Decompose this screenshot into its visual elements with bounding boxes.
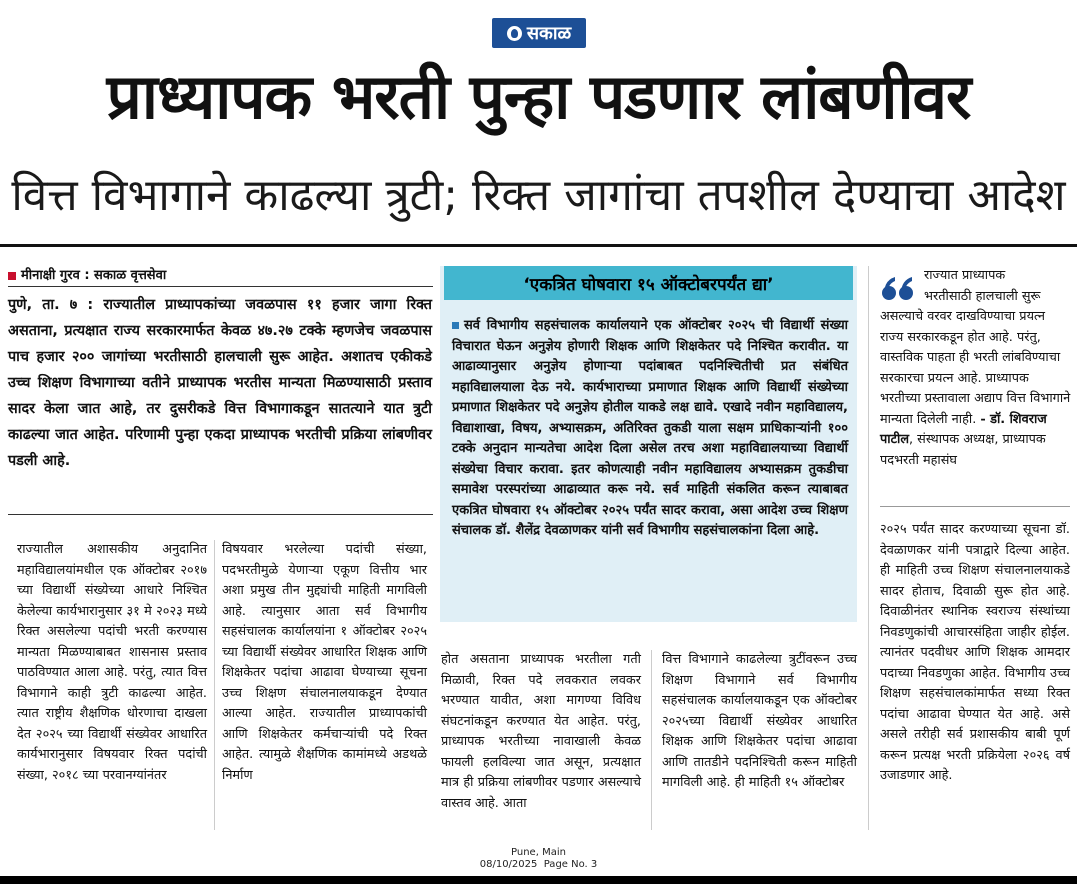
divider-top (0, 244, 1077, 247)
divider-quote (880, 506, 1070, 507)
byline-square-icon (8, 272, 16, 280)
quote-author-role: , संस्थापक अध्यक्ष, प्राध्यापक पदभरती महासंघ (880, 432, 1046, 468)
column-divider (868, 266, 869, 830)
page-footer (0, 847, 1077, 871)
divider-lead (8, 514, 433, 515)
subheadline: वित्त विभागाने काढल्या त्रुटी; रिक्त जागांचा तपशील देण्याचा आदेश (11, 170, 1066, 221)
footer-edition: Pune, Main (511, 847, 566, 858)
body-column-5: २०२५ पर्यंत सादर करण्याच्या सूचना डॉ. देवळाणकर यांनी पत्राद्वारे दिल्या आहेत. ही माहिती उच्च शिक्षण संचालनालयाकडे सादर होताच, दिवाळी सुरू होत आहे. दिवाळीनंतर स्थानिक स्वराज्य संस्थांच्या निवडणुकांची आचारसंहिता जाहीर होईल. त्यानंतर पदवीधर आणि शिक्षक आमदार पदाच्या निवडणुका आहेत. विभागीय उच्च शिक्षण सहसंचालकांमार्फत सध्या रिक्त पदांचा आढावा घेण्यात येत आहे. असे असले तरीही सर्व प्रशासकीय बाबी पूर्ण करून प्रत्यक्ष भरती प्रक्रियेला २०२६ वर्ष उजाडणार आहे. (880, 522, 1070, 783)
sakal-emblem-icon (507, 26, 522, 41)
sidebar-box-text: सर्व विभागीय सहसंचालक कार्यालयाने एक ऑक्टोबर २०२५ ची विद्यार्थी संख्या विचारात घेऊन अनुज्ञेय होणारी शिक्षक आणि शिक्षकेतर पदे निश्चित करावीत. या आढाव्यानुसार अनुज्ञेय होणाऱ्या पदांबाबत पदनिश्चितीची प्रत संबंधित महाविद्यालयाला देऊ नये. कार्यभाराच्या प्रमाणात शिक्षक आणि विद्यार्थी संख्येच्या प्रमाणात शिक्षकेतर पदे अनुज्ञेय होतील याकडे लक्ष द्यावे. एखादे नवीन महाविद्यालय, विद्याशाखा, विषय, अभ्यासक्रम, अतिरिक्त तुकडी याला सक्षम प्राधिकाऱ्यांनी १०० टक्के अनुदान मान्यतेचा आदेश दिला असेल तरच अशा महाविद्यालयाच्या विद्यार्थी संख्येचा विचार करावा. इतर कोणत्याही नवीन महाविद्यालय अभ्यासक्रम तुकडीचा समावेश परस्परांच्या आढाव्यात करू नये. सर्व माहिती संकलित करून त्याबाबत एकत्रित घोषवारा १५ ऑक्टोबर २०२५ पर्यंत सादर करावा, असा आदेश उच्च शिक्षण संचालक डॉ. शैलेंद्र देवळाणकर यांनी सर्व विभागीय सहसंचालकांना दिला आहे. (452, 318, 848, 538)
body-column-3: होत असताना प्राध्यापक भरतीला गती मिळावी, रिक्त पदे लवकरात लवकर भरण्यात यावीत, अशा मागण्या विविध संघटनांकडून करण्यात येत आहेत. परंतु, प्राध्यापक भरतीच्या नावाखाली केवळ फायली हलविल्या जात असून, प्रत्यक्षात मात्र ही प्रक्रिया लांबणीवर पडणार असल्याचे वास्तव आहे. आता (441, 652, 641, 811)
column-divider (214, 540, 215, 830)
quote-text: असल्याचे वरवर दाखविण्याचा प्रयत्न राज्य सरकारकडून होत आहे. परंतु, वास्तविक पाहता ही भरती लांबविण्याचा सरकारचा प्रयत्न आहे. प्राध्यापक भरतीच्या प्रस्तावाला अद्याप वित्त विभागाने मान्यता दिलेली नाही. (880, 309, 1071, 427)
box-square-icon (452, 322, 459, 329)
sidebar-box-body (452, 316, 848, 542)
headline: प्राध्यापक भरती पुन्हा पडणार लांबणीवर (106, 60, 971, 133)
quote-line-2: भरतीसाठी हालचाली सुरू (924, 288, 1041, 304)
byline-text: मीनाक्षी गुरव : सकाळ वृत्तसेवा (21, 268, 167, 283)
body-column-4: वित्त विभागाने काढलेल्या त्रुटींवरून उच्च शिक्षण विभागाने सर्व विभागीय सहसंचालक कार्यालयाकडून एक ऑक्टोबर २०२५च्या विद्यार्थी संख्येवर आधारित शिक्षक आणि शिक्षकेतर पदांचा आढावा आणि तातडीने पदनिश्चिती करून माहिती मागविली आहे. ही माहिती १५ ऑक्टोबर (662, 652, 857, 790)
byline (8, 265, 166, 283)
lead-paragraph: पुणे, ता. ७ : राज्यातील प्राध्यापकांच्या जवळपास ११ हजार जागा रिक्त असताना, प्रत्यक्षात राज्य सरकारमार्फत केवळ ४७.२७ टक्के म्हणजेच जवळपास पाच हजार २०० जागांच्या भरतीसाठी हालचाली सुरू आहेत. अशातच एकीकडे उच्च शिक्षण विभागाच्या वतीने प्राध्यापक भरतीस मान्यता मिळण्यासाठी प्रस्ताव सादर केला जात आहे, तर दुसरीकडे वित्त विभागाकडून सातत्याने यात त्रुटी काढल्या जात आहेत. परिणामी पुन्हा एकदा प्राध्यापक भरतीची प्रक्रिया लांबणीवर पडली आहे. (8, 297, 432, 469)
body-column-2: विषयवार भरलेल्या पदांची संख्या, पदभरतीमुळे येणाऱ्या एकूण वित्तीय भार अशा प्रमुख तीन मुद्द्यांची माहिती मागविली आहे. त्यानुसार आता सर्व विभागीय सहसंचालक कार्यालयांना १ ऑक्टोबर २०२५ च्या विद्यार्थी संख्येवर आधारित शिक्षक आणि शिक्षकेतर पदांचा आढावा घेण्याच्या सूचना उच्च शिक्षण संचालनालयाकडून देण्यात आल्या आहेत. राज्यातील प्राध्यापकांची आणि शिक्षकेतर कर्मचाऱ्यांची पदे रिक्त आहेत. त्यामुळे शैक्षणिक कामांमध्ये अडथळे निर्माण (222, 542, 427, 783)
bottom-bar (0, 876, 1077, 884)
masthead-logo (492, 18, 586, 48)
masthead-text: सकाळ (526, 23, 572, 44)
body-column-1: राज्यातील अशासकीय अनुदानित महाविद्यालयांमधील एक ऑक्टोबर २०१७ च्या विद्यार्थी संख्येच्या आधारे निश्चित केलेल्या कार्यभारानुसार ३१ मे २०२३ मध्ये रिक्त असलेल्या पदांची भरती करण्यास मान्यता मिळण्याबाबत शासनास प्रस्ताव पाठविण्यात आला आहे. परंतु, त्यात वित्त विभागाने काही त्रुटी काढल्या आहेत. त्यात राष्ट्रीय शैक्षणिक धोरणाचा दाखला देत २०२५ च्या विद्यार्थी संख्येवर आधारित कार्यभारानुसार विषयवार रिक्त पदांची संख्या, २०१८ च्या परवानग्यांनंतर (17, 542, 207, 783)
column-divider (651, 650, 652, 830)
quote-line-1: राज्यात प्राध्यापक (924, 268, 1006, 283)
divider-byline (8, 286, 433, 287)
footer-date-page: 08/10/2025 Page No. 3 (479, 859, 598, 870)
pull-quote (880, 266, 1072, 471)
quote-author: - डॉ. शिवराज पाटील (880, 411, 1047, 447)
sidebar-box-title: ‘एकत्रित घोषवारा १५ ऑक्टोबरपर्यंत द्या’ (444, 266, 853, 300)
